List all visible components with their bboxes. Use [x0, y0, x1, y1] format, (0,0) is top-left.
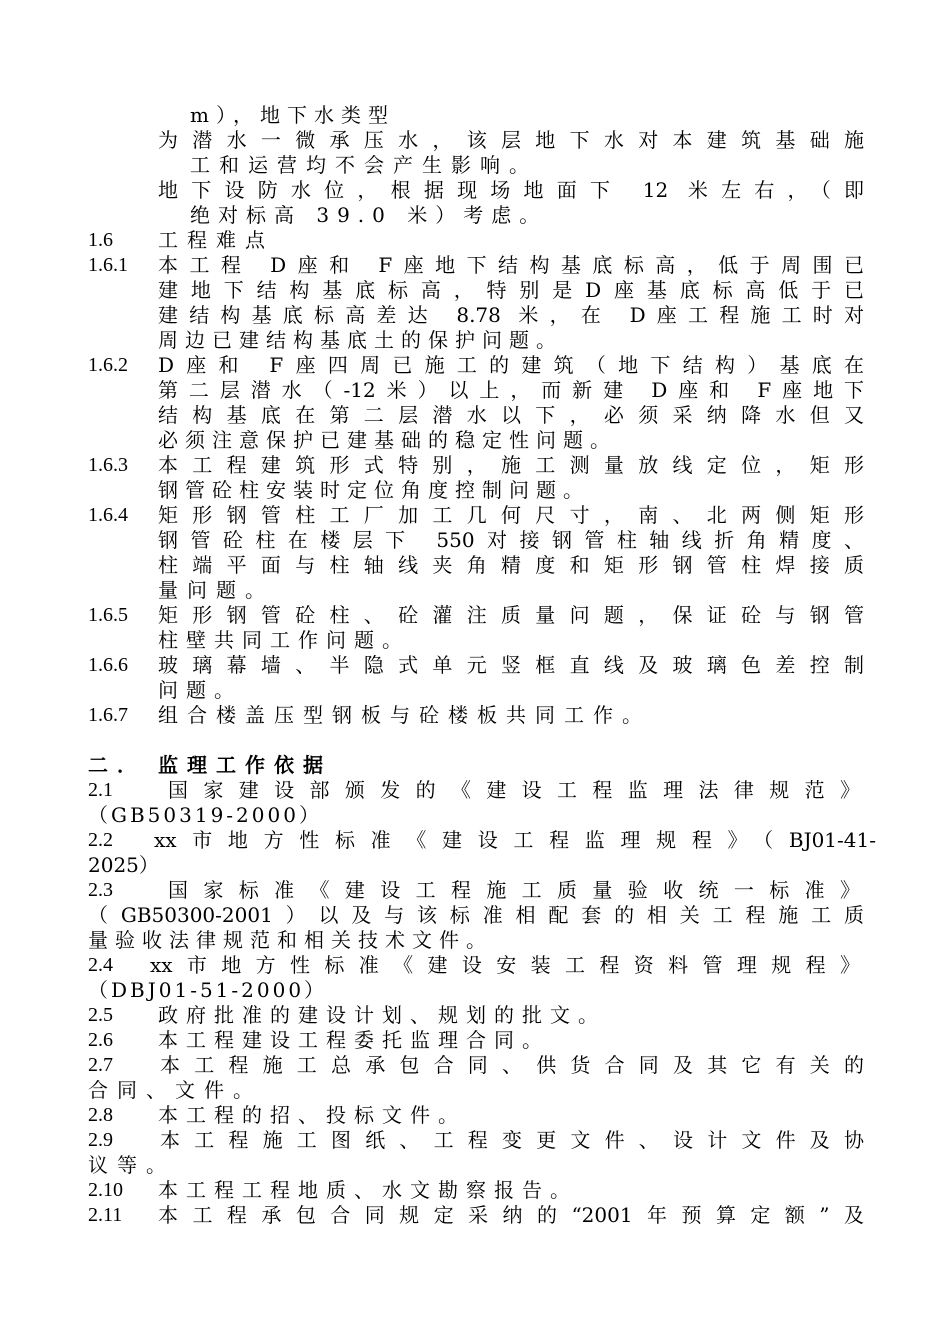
item-number: 2.4: [88, 954, 113, 976]
item-text-line: 矩形钢管砼柱、砼灌注质量问题，保证砼与钢管: [158, 603, 864, 627]
item-text-line: 政府批准的建设计划、规划的批文。: [158, 1003, 606, 1027]
item-text-line: 本工程建筑形式特别，施工测量放线定位，矩形: [158, 453, 864, 477]
item-text-line: 本工程 D座和 F座地下结构基底标高，低于周围已: [158, 253, 864, 277]
item-text-line: 柱壁共同工作问题。: [158, 628, 410, 652]
item-text-line: 本工程的招、投标文件。: [158, 1103, 466, 1127]
item-number: 1.6.6: [88, 654, 128, 676]
item-text-line: 钢管砼柱安装时定位角度控制问题。: [158, 478, 590, 502]
item-text-line: （DBJ01-51-2000）: [88, 978, 328, 1002]
item-text-line: 2025）: [88, 853, 159, 877]
item-text-line: 量问题。: [158, 578, 274, 602]
item-text-line: 本工程施工总承包合同、供货合同及其它有关的: [160, 1053, 864, 1077]
text-line: 为潜水一微承压水，该层地下水对本建筑基础施: [158, 128, 864, 152]
item-number: 1.6.1: [88, 254, 128, 276]
item-text-line: 国家标准《建设工程施工质量验收统一标准》: [168, 878, 860, 902]
item-text-line: 组合楼盖压型钢板与砼楼板共同工作。: [158, 703, 651, 727]
item-number: 2.2: [88, 829, 113, 851]
text-line: 工和运营均不会产生影响。: [190, 153, 538, 177]
item-number: 2.8: [88, 1104, 113, 1126]
item-text-line: xx市地方性标准《建设工程监理规程》（BJ01-41-: [154, 828, 876, 852]
item-number: 2.9: [88, 1129, 113, 1151]
item-number: 2.1: [88, 779, 113, 801]
chapter-number: 二．: [88, 753, 146, 777]
item-number: 1.6.7: [88, 704, 128, 726]
item-text-line: xx市地方性标准《建设安装工程资料管理规程》: [150, 953, 860, 977]
item-text-line: 矩形钢管柱工厂加工几何尺寸，南、北两侧矩形: [158, 503, 864, 527]
chapter-title: 监理工作依据: [158, 753, 332, 777]
item-number: 2.10: [88, 1179, 123, 1201]
item-number: 1.6.2: [88, 354, 128, 376]
item-text-line: （GB50300-2001）以及与该标准相配套的相关工程施工质: [88, 903, 864, 927]
item-number: 2.5: [88, 1004, 113, 1026]
item-number: 1.6.4: [88, 504, 128, 526]
item-number: 2.7: [88, 1054, 113, 1076]
item-text-line: 本工程承包合同规定采纳的“2001年预算定额”及: [158, 1203, 864, 1227]
text-line: m），地下水类型: [190, 103, 395, 127]
item-text-line: 玻璃幕墙、半隐式单元竖框直线及玻璃色差控制: [158, 653, 864, 677]
item-text-line: 必须注意保护已建基础的稳定性问题。: [158, 428, 617, 452]
item-number: 1.6.3: [88, 454, 128, 476]
item-text-line: 本工程施工图纸、工程变更文件、设计文件及协: [160, 1128, 864, 1152]
item-text-line: 议等。: [88, 1153, 175, 1177]
item-text-line: 第二层潜水（-12米）以上，而新建 D座和 F座地下: [158, 378, 864, 402]
section-number: 1.6: [88, 229, 113, 251]
item-text-line: 合同、文件。: [88, 1078, 262, 1102]
text-line: 绝对标高 39.0 米）考虑。: [190, 203, 548, 227]
text-line: 地下设防水位，根据现场地面下 12 米左右，（即: [158, 178, 864, 202]
item-text-line: 钢管砼柱在楼层下 550对接钢管柱轴线折角精度、: [158, 528, 864, 552]
item-text-line: 结构基底在第二层潜水以下，必须采纳降水但又: [158, 403, 864, 427]
section-title: 工程难点: [158, 228, 274, 252]
item-text-line: 本工程工程地质、水文勘察报告。: [158, 1178, 578, 1202]
item-number: 1.6.5: [88, 604, 128, 626]
item-number: 2.6: [88, 1029, 113, 1051]
item-text-line: 本工程建设工程委托监理合同。: [158, 1028, 550, 1052]
item-text-line: 建地下结构基底标高，特别是D座基底标高低于已: [158, 278, 864, 302]
item-number: 2.11: [88, 1204, 123, 1226]
item-text-line: D座和 F座四周已施工的建筑（地下结构）基底在: [158, 353, 864, 377]
item-number: 2.3: [88, 879, 113, 901]
item-text-line: 量验收法律规范和相关技术文件。: [88, 928, 493, 952]
item-text-line: 周边已建结构基底土的保护问题。: [158, 328, 563, 352]
item-text-line: （GB50319-2000）: [88, 803, 322, 827]
item-text-line: 问题。: [158, 678, 242, 702]
item-text-line: 建结构基底标高差达 8.78 米，在 D座工程施工时对: [158, 303, 864, 327]
item-text-line: 国家建设部颁发的《建设工程监理法律规范》: [168, 778, 860, 802]
item-text-line: 柱端平面与柱轴线夹角精度和矩形钢管柱焊接质: [158, 553, 864, 577]
